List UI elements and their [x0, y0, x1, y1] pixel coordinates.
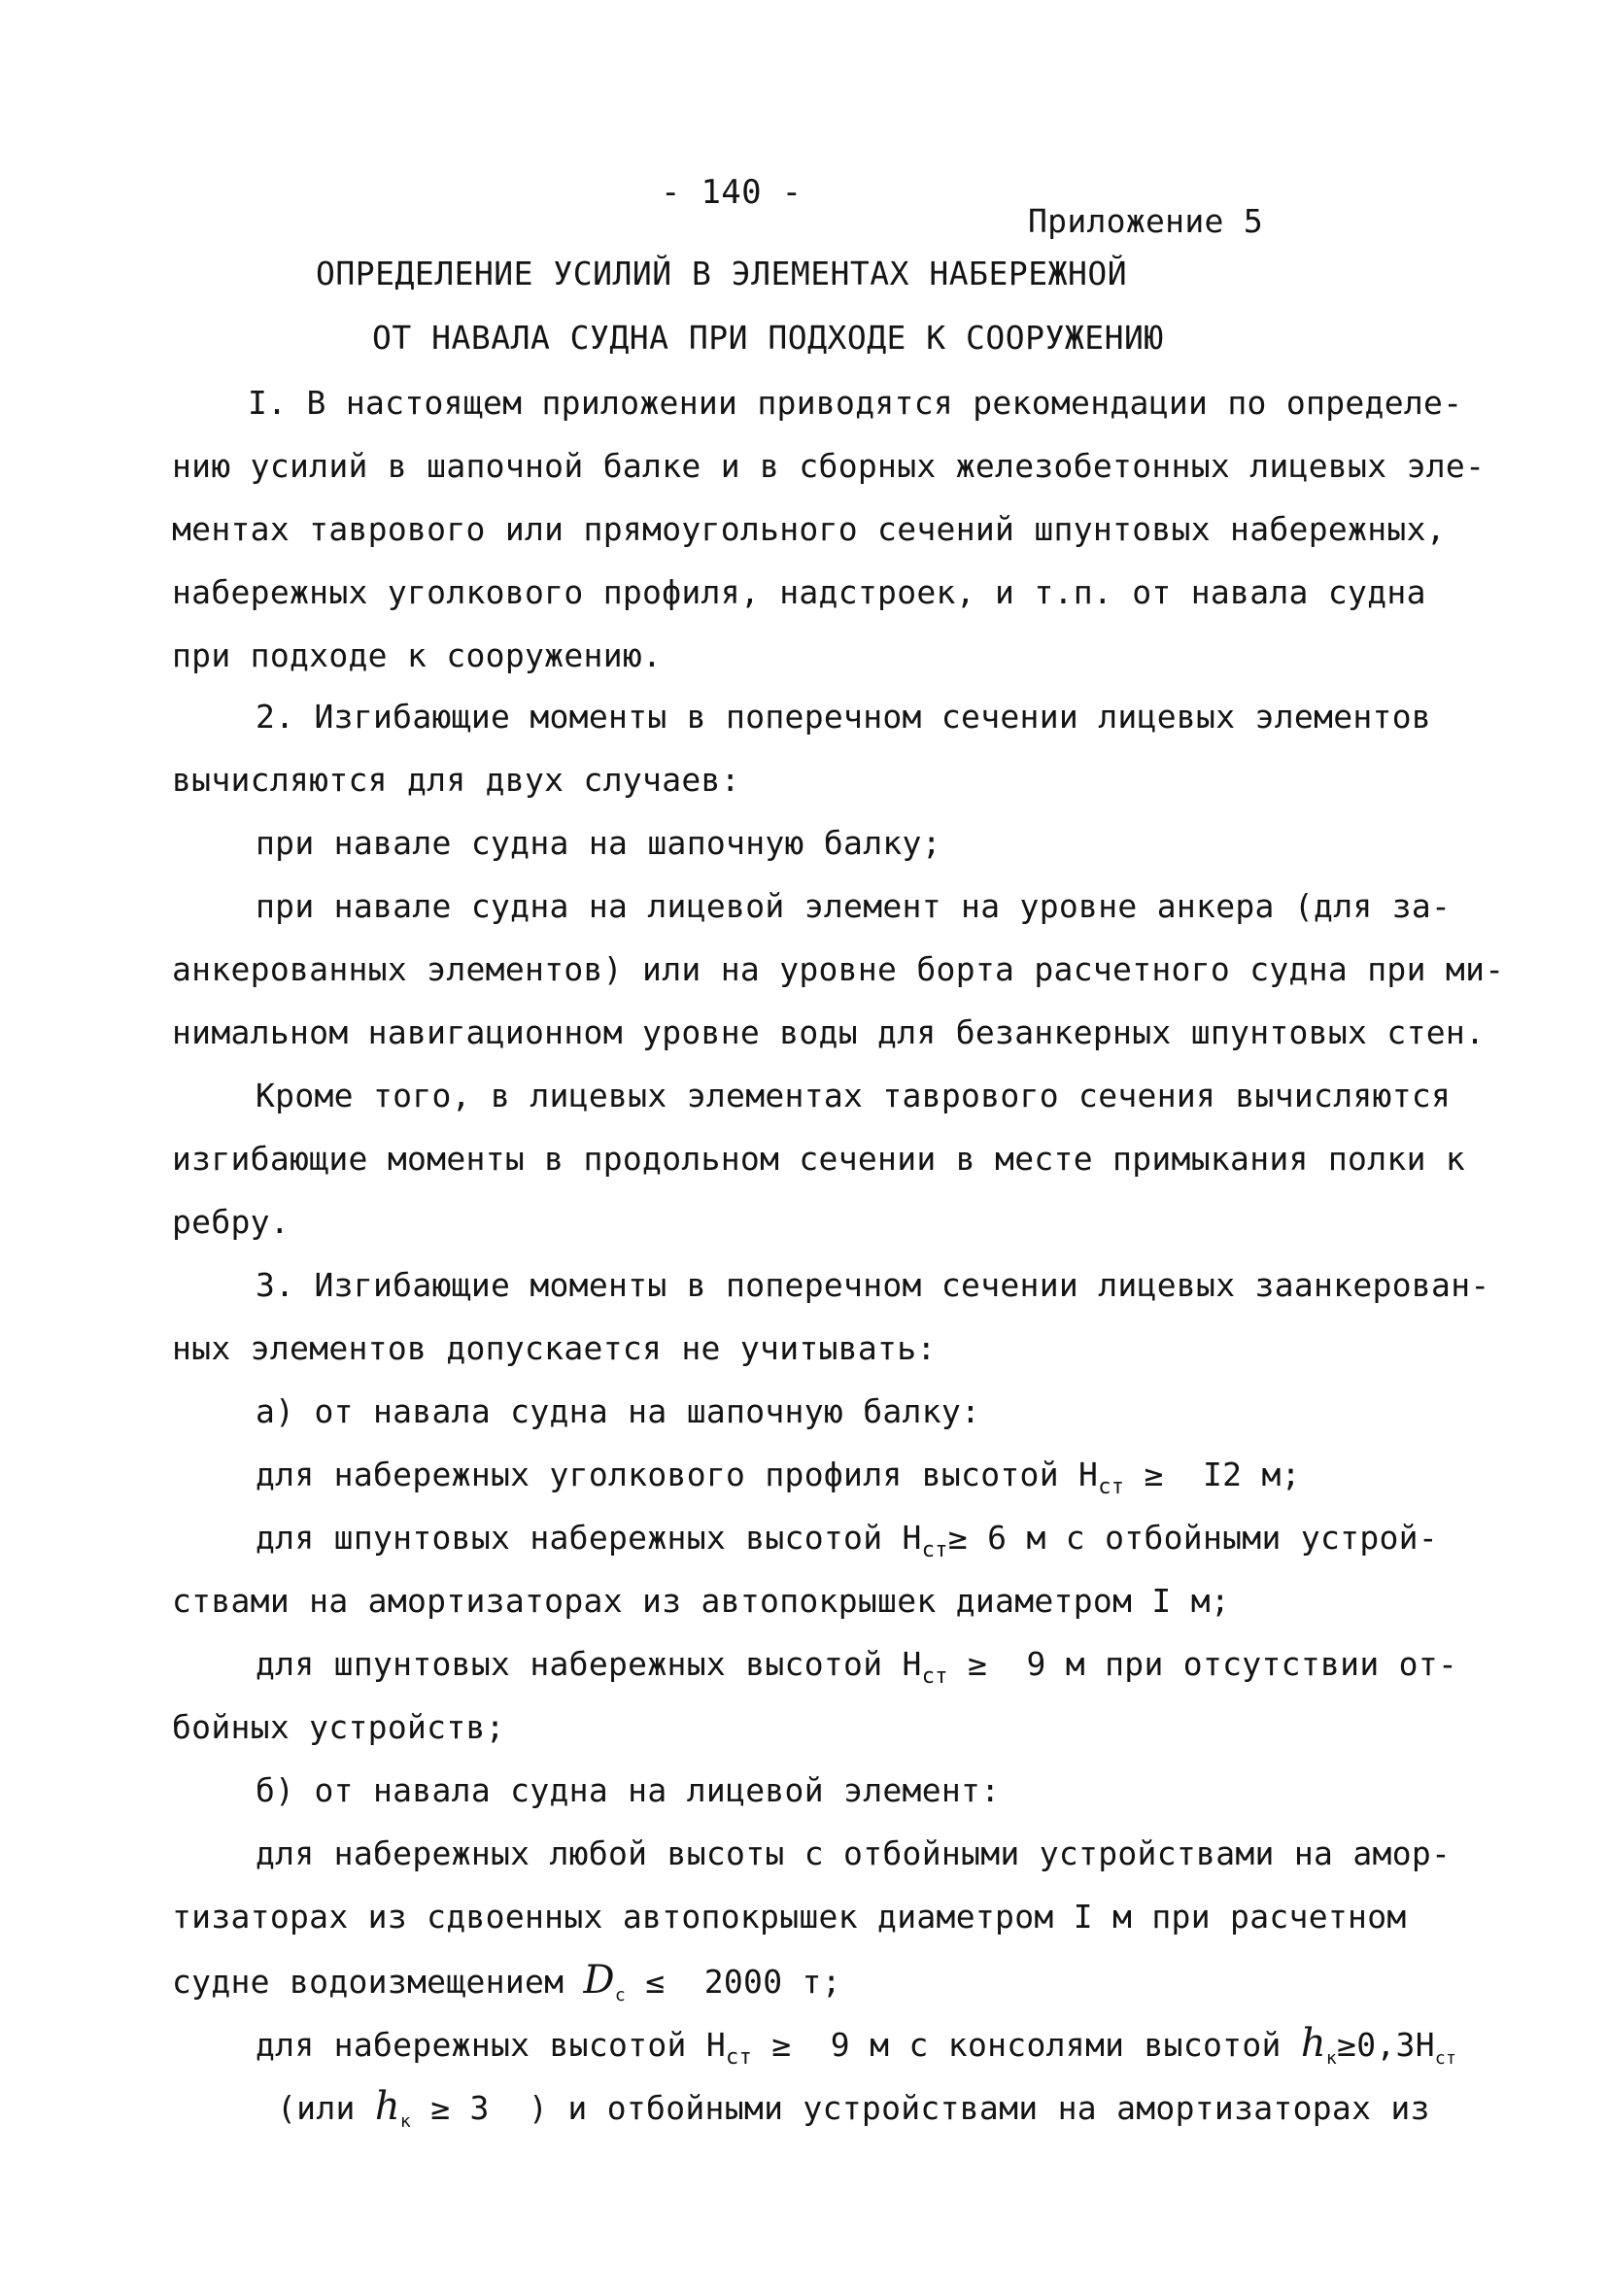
paragraph-line: изгибающие моменты в продольном сечении в месте примыкания полки к [172, 1140, 1466, 1178]
subscript: к [1325, 2048, 1338, 2069]
paragraph-line: б) от навала судна на лицевой элемент: [256, 1771, 1001, 1809]
paragraph-line: ребру. [172, 1203, 291, 1241]
paragraph-line: ствами на амортизаторах из автопокрышек диаметром I м; [172, 1582, 1231, 1620]
appendix-label: Приложение 5 [1028, 202, 1264, 240]
paragraph-line: ных элементов допускается не учитывать: [172, 1329, 937, 1367]
formula-line [256, 2021, 1457, 2070]
document-title-line-2: ОТ НАВАЛА СУДНА ПРИ ПОДХОДЕ К СООРУЖЕНИЮ [372, 319, 1164, 357]
text-run: ≥ 9 м с консолями высотой [752, 2026, 1301, 2064]
paragraph-line: I. В настоящем приложении приводятся рекомендации по определе- [248, 384, 1463, 422]
paragraph-line: при навале судна на шапочную балку; [256, 824, 941, 862]
displacement-symbol: D [583, 1958, 615, 2003]
subscript: ст [921, 1538, 948, 1562]
paragraph-line: нию усилий в шапочной балке и в сборных железобетонных лицевых эле- [172, 447, 1486, 485]
text-run: для шпунтовых набережных высотой Н [256, 1645, 922, 1683]
subscript: ст [1098, 1475, 1125, 1499]
formula-line [256, 1519, 1438, 1562]
text-run: судне водоизмещением [172, 1963, 584, 2001]
subscript: ст [726, 2045, 753, 2070]
text-run: для набережных уголкового профиля высотой Н [256, 1456, 1099, 1493]
paragraph-line: тизаторах из сдвоенных автопокрышек диаметром I м при расчетном [172, 1898, 1407, 1936]
paragraph-line: при навале судна на лицевой элемент на уровне анкера (для за- [256, 887, 1452, 925]
height-symbol: h [1300, 2021, 1326, 2066]
subscript: к [399, 2111, 412, 2132]
text-run: ≥0,3Н [1337, 2026, 1435, 2064]
paragraph-line: бойных устройств; [172, 1708, 505, 1746]
paragraph-line: а) от навала судна на шапочную балку: [256, 1392, 981, 1430]
page-number: - 140 - [661, 173, 803, 212]
paragraph-line: вычисляются для двух случаев: [172, 761, 740, 799]
paragraph-line: 2. Изгибающие моменты в поперечном сечении лицевых элементов [256, 698, 1432, 736]
height-symbol: h [374, 2084, 400, 2129]
paragraph-line: для набережных любой высоты с отбойными устройствами на амор- [256, 1834, 1452, 1872]
text-run: для шпунтовых набережных высотой Н [256, 1519, 922, 1557]
text-run: ≤ 2000 т; [626, 1963, 841, 2001]
text-run: ≥ 3 ) и отбойными устройствами на амортизаторах из [411, 2089, 1430, 2127]
formula-line [256, 1456, 1301, 1499]
paragraph-line: ментах таврового или прямоугольного сечений шпунтовых набережных, [172, 510, 1446, 548]
formula-line [172, 1958, 841, 2005]
paragraph-line: Кроме того, в лицевых элементах таврового сечения вычисляются [256, 1077, 1452, 1114]
paragraph-line: набережных уголкового профиля, надстроек, и т.п. от навала судна [172, 573, 1426, 611]
text-run: ≥ I2 м; [1124, 1456, 1301, 1493]
text-run: ≥ 9 м при отсутствии от- [947, 1645, 1458, 1683]
paragraph-line: при подходе к сооружению. [172, 636, 663, 674]
paragraph-line: 3. Изгибающие моменты в поперечном сечении лицевых заанкерован- [256, 1266, 1490, 1304]
subscript: ст [1434, 2048, 1457, 2069]
paragraph-line: нимальном навигационном уровне воды для безанкерных шпунтовых стен. [172, 1013, 1486, 1051]
paragraph-line: анкерованных элементов) или на уровне борта расчетного судна при ми- [172, 950, 1505, 988]
formula-line [277, 2084, 1430, 2132]
document-title-line-1: ОПРЕДЕЛЕНИЕ УСИЛИЙ В ЭЛЕМЕНТАХ НАБЕРЕЖНОЙ [316, 255, 1128, 292]
subscript: ст [921, 1664, 948, 1689]
text-run: ≥ 6 м с отбойными устрой- [947, 1519, 1438, 1557]
subscript: c [614, 1985, 627, 2005]
text-run: (или [277, 2089, 375, 2127]
formula-line [256, 1645, 1458, 1689]
text-run: для набережных высотой Н [256, 2026, 727, 2064]
